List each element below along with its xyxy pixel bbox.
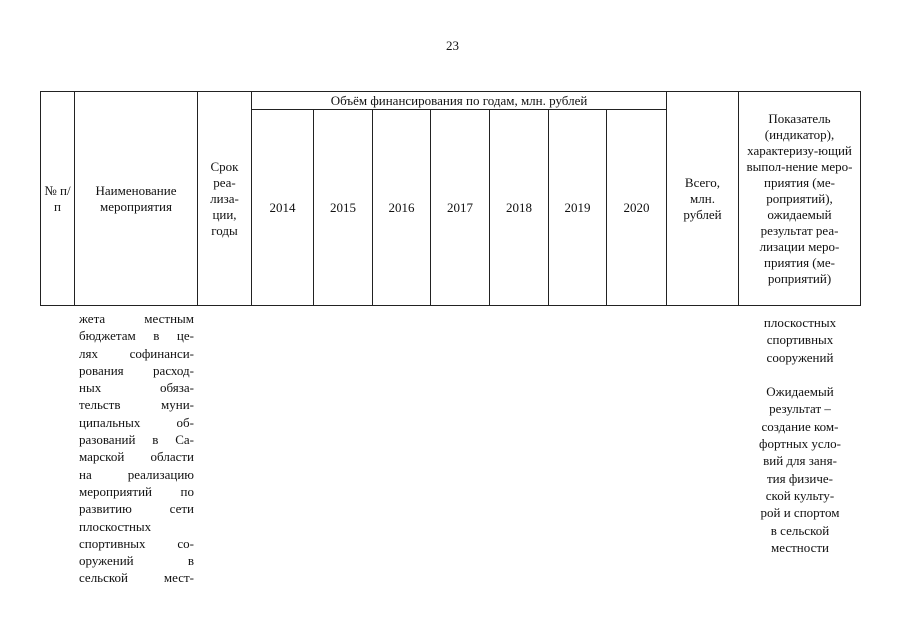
header-year-2016: 2016 [388, 199, 415, 215]
indicator-line: вий для заня- [763, 453, 837, 469]
name-line: бюджетам в це- [79, 328, 194, 344]
indicator-line: местности [771, 539, 829, 555]
name-line: ных обяза- [79, 380, 194, 396]
name-line: лях софинанси- [79, 345, 194, 361]
indicator-line: плоскостных [763, 315, 837, 330]
name-line: ципальных об- [79, 414, 194, 430]
indicator-line: рой и спортом [760, 505, 840, 521]
header-year-2018: 2018 [506, 199, 532, 215]
indicator-line: фортных усло- [759, 436, 841, 452]
continuation-indicator-cell [739, 314, 861, 556]
header-name: Наименование мероприятия [95, 182, 177, 214]
continuation-name-cell [79, 310, 194, 587]
header-year-2017: 2017 [447, 199, 473, 215]
name-line: спортивных со- [79, 535, 194, 551]
header-term [198, 92, 251, 305]
indicator-line: Ожидаемый [766, 384, 834, 400]
indicator-line [739, 366, 861, 383]
name-line: оружений в [79, 553, 194, 569]
header-term-text: Срок реа-лиза-ции, годы [210, 158, 239, 238]
name-line: марской области [79, 449, 194, 465]
name-line: мероприятий по [79, 483, 194, 499]
name-line: разований в Са- [79, 432, 194, 448]
header-year-2014: 2014 [269, 199, 296, 215]
name-line: на реализацию [79, 466, 194, 482]
header-year-2019: 2019 [564, 199, 591, 215]
funding-table-header [40, 91, 861, 306]
indicator-line: в сельской [770, 522, 830, 538]
indicator-line: сооружений [766, 349, 834, 365]
name-line: тельств муни- [79, 397, 194, 413]
indicator-line: создание ком- [761, 418, 839, 434]
indicator-line: тия физиче- [767, 470, 833, 486]
header-indicator: Показатель (индикатор), характеризу-ющий выпол-нение меро-приятия (ме-роприятий), ожидаемый результат реа-лизации меро-приятия (ме-роприятий) [746, 110, 853, 286]
grid-line [40, 305, 861, 306]
name-line: плоскостных [79, 518, 152, 534]
name-line: рования расход- [79, 362, 194, 378]
grid-line [860, 91, 861, 306]
indicator-line: спортивных [766, 332, 834, 348]
header-year-2015: 2015 [330, 199, 356, 215]
header-number: № п/п [44, 182, 71, 214]
page-number: 23 [446, 38, 459, 53]
name-line: жета местным [79, 311, 194, 326]
indicator-line: ской культу- [765, 487, 835, 503]
name-line: сельской мест- [79, 570, 194, 586]
indicator-line: результат – [769, 401, 831, 417]
name-line: развитию сети [79, 501, 194, 517]
header-year-2020: 2020 [623, 199, 650, 215]
header-total: Всего, млн. рублей [683, 174, 722, 222]
header-funding-group: Объём финансирования по годам, млн. рублей [330, 92, 588, 108]
